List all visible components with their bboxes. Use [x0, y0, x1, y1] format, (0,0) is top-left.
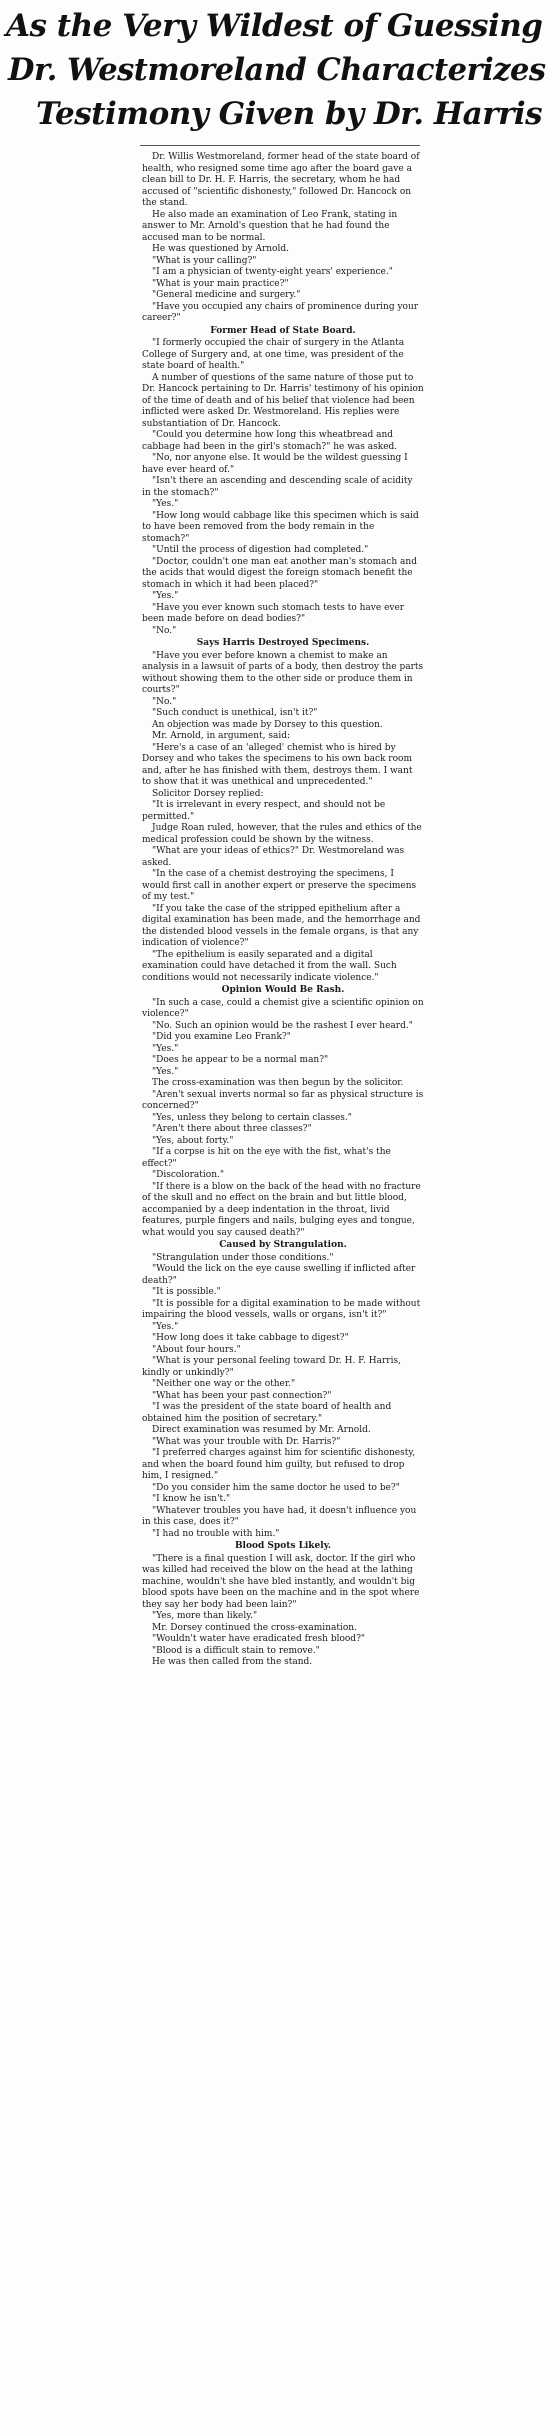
paragraph: "Yes, unless they belong to certain classes."	[152, 1112, 352, 1123]
paragraph: "Blood is a difficult stain to remove."	[152, 1645, 320, 1656]
paragraph: "Until the process of digestion had completed."	[152, 545, 369, 555]
headline-line-3: Testimony Given by Dr. Harris	[36, 96, 543, 132]
paragraph: Direct examination was resumed by Mr. Arnold.	[152, 1425, 371, 1435]
paragraph: "Yes, more than likely."	[152, 1611, 258, 1621]
paragraph: "I am a physician of twenty-eight years' experience."	[152, 267, 393, 277]
paragraph: "No."	[152, 696, 177, 707]
paragraph: "I preferred charges against him for scientific dishonesty, and when the board found him guilty, but refused to drop him, I resigned."	[142, 1448, 416, 1481]
paragraph: "About four hours."	[152, 1344, 241, 1355]
paragraph: An objection was made by Dorsey to this question.	[152, 719, 383, 730]
headline-divider	[140, 145, 420, 146]
paragraph: "In the case of a chemist destroying the specimens, I would first call in another expert or preserve the specimens of my test."	[142, 869, 417, 902]
paragraph: "Neither one way or the other."	[152, 1379, 296, 1389]
paragraph: "Yes."	[152, 499, 179, 509]
paragraph: Mr. Arnold, in argument, said:	[152, 731, 291, 741]
paragraph: "Have you ever known such stomach tests to have ever been made before on dead bodies?"	[142, 602, 405, 624]
paragraph: "No. Such an opinion would be the rashest I ever heard."	[152, 1020, 413, 1031]
paragraph: "What was your trouble with Dr. Harris?"	[152, 1436, 341, 1447]
paragraph: "Yes, about forty."	[152, 1135, 234, 1146]
paragraph: "What are your ideas of ethics?" Dr. Westmoreland was asked.	[142, 846, 405, 868]
paragraph: "Could you determine how long this wheatbread and cabbage had been in the girl's stomach?" he was asked.	[142, 430, 398, 452]
paragraph: "What is your calling?"	[152, 255, 257, 266]
paragraph: He also made an examination of Leo Frank, stating in answer to Mr. Arnold's question that he had found the accused man to be normal.	[142, 209, 398, 243]
paragraph: "If you take the case of the stripped epithelium after a digital examination has been made, and the hemorrhage and the distended blood vessels in the female organs, is that any indication of violence?"	[142, 903, 421, 948]
paragraph: "I formerly occupied the chair of surgery in the Atlanta College of Surgery and, at one time, was president of the state board of health."	[142, 338, 405, 371]
subheading: Blood Spots Likely.	[234, 1541, 332, 1551]
paragraph: "The epithelium is easily separated and a digital examination could have detached it from the wall. Such conditions would not necessarily indicate violence."	[142, 949, 397, 983]
paragraph: "Did you examine Leo Frank?"	[152, 1032, 291, 1042]
subheading: Former Head of State Board.	[210, 325, 356, 336]
paragraph: "Yes."	[152, 1043, 179, 1054]
paragraph: "Would the lick on the eye cause swelling if inflicted after death?"	[142, 1264, 416, 1286]
paragraph: "It is possible for a digital examination to be made without impairing the blood vessels, walls or organs, isn't it?"	[142, 1298, 421, 1320]
paragraph: "Have you ever before known a chemist to make an analysis in a lawsuit of parts of a body, then destroy the parts without showing them to the other side or produce them in courts?"	[142, 650, 424, 695]
paragraph: Solicitor Dorsey replied:	[152, 788, 264, 799]
paragraph: Judge Roan ruled, however, that the rules and ethics of the medical profession could be shown by the witness.	[142, 823, 422, 845]
paragraph: "What has been your past connection?"	[152, 1390, 332, 1401]
headline	[6, 4, 550, 136]
article-body	[142, 152, 424, 2427]
paragraph: "No."	[152, 625, 177, 636]
subheading: Caused by Strangulation.	[219, 1240, 347, 1250]
paragraph: "Have you occupied any chairs of prominence during your career?"	[142, 301, 419, 323]
paragraph: "Yes."	[152, 591, 179, 601]
paragraph: "What is your personal feeling toward Dr. H. F. Harris, kindly or unkindly?"	[142, 1356, 401, 1378]
paragraph: "Do you consider him the same doctor he used to be?"	[152, 1482, 400, 1493]
paragraph: "Yes."	[152, 1066, 179, 1077]
paragraph: "Isn't there an ascending and descending scale of acidity in the stomach?"	[142, 476, 413, 498]
paragraph: "Such conduct is unethical, isn't it?"	[152, 708, 318, 718]
paragraph: Mr. Dorsey continued the cross-examination.	[152, 1622, 357, 1633]
paragraph: "Here's a case of an 'alleged' chemist who is hired by Dorsey and who takes the specimens to his own back room and, after he has finished with them, destroys them. I want to show that it was unethical and unprecedented."	[142, 742, 413, 787]
paragraph: "How long would cabbage like this specimen which is said to have been removed from the body remain in the stomach?"	[142, 510, 419, 544]
headline-line-2: Dr. Westmoreland Characterizes	[8, 52, 546, 88]
paragraph: "It is irrelevant in every respect, and should not be permitted."	[142, 800, 386, 822]
paragraph: "It is possible."	[152, 1287, 221, 1297]
paragraph: A number of questions of the same nature of those put to Dr. Hancock pertaining to Dr. Harris' testimony of his opinion of the time of death and of his belief that violence had been inflicted were asked Dr. Westmoreland. His replies were substantiation of Dr. Hancock.	[142, 372, 424, 429]
paragraph: "Does he appear to be a normal man?"	[152, 1055, 329, 1065]
paragraph: "I had no trouble with him."	[152, 1528, 280, 1539]
paragraph: "Yes."	[152, 1321, 179, 1332]
paragraph: "Doctor, couldn't one man eat another man's stomach and the acids that would digest the foreign stomach benefit the stomach in which it had been placed?"	[142, 556, 417, 590]
paragraph: "Discoloration."	[152, 1170, 224, 1180]
paragraph: "No, nor anyone else. It would be the wildest guessing I have ever heard of."	[142, 453, 408, 475]
paragraph: He was then called from the stand.	[152, 1657, 313, 1667]
paragraph: "Whatever troubles you have had, it doesn't influence you in this case, does it?"	[142, 1505, 417, 1527]
paragraph: The cross-examination was then begun by the solicitor.	[152, 1078, 404, 1088]
paragraph: "What is your main practice?"	[152, 278, 289, 289]
paragraph: "If there is a blow on the back of the head with no fracture of the skull and no effect on the brain and but little blood, accompanied by a deep indentation in the throat, livid features, purple fingers and nails, bulging eyes and tongue, what would you say caused death?"	[142, 1181, 421, 1238]
paragraph: "I was the president of the state board of health and obtained him the position of secretary."	[142, 1402, 392, 1424]
paragraph: "Strangulation under those conditions."	[152, 1252, 334, 1263]
paragraph: "Wouldn't water have eradicated fresh blood?"	[152, 1634, 366, 1644]
paragraph: "General medicine and surgery."	[152, 290, 301, 300]
paragraph: He was questioned by Arnold.	[152, 244, 289, 254]
subheading: Opinion Would Be Rash.	[221, 985, 345, 995]
headline-line-1: As the Very Wildest of Guessing	[6, 8, 543, 44]
paragraph: "There is a final question I will ask, doctor. If the girl who was killed had received the blow on the head at the lathing machine, wouldn't she have bled instantly, and wouldn't big blood spots have been on the machine and in the spot where they say her body had been lain?"	[142, 1553, 420, 1610]
paragraph: "If a corpse is hit on the eye with the fist, what's the effect?"	[142, 1147, 391, 1169]
subheading: Says Harris Destroyed Specimens.	[196, 638, 370, 648]
paragraph: "Aren't sexual inverts normal so far as physical structure is concerned?"	[142, 1089, 424, 1111]
paragraph: Dr. Willis Westmoreland, former head of the state board of health, who resigned some time ago after the board gave a clean bill to Dr. H. F. Harris, the secretary, whom he had accused of "scientific dishonesty," followed Dr. Hancock on the stand.	[142, 152, 420, 208]
paragraph: "Aren't there about three classes?"	[152, 1124, 312, 1134]
paragraph: "In such a case, could a chemist give a scientific opinion on violence?"	[142, 997, 424, 1019]
paragraph: "How long does it take cabbage to digest?"	[152, 1333, 349, 1343]
paragraph: "I know he isn't."	[152, 1494, 231, 1504]
